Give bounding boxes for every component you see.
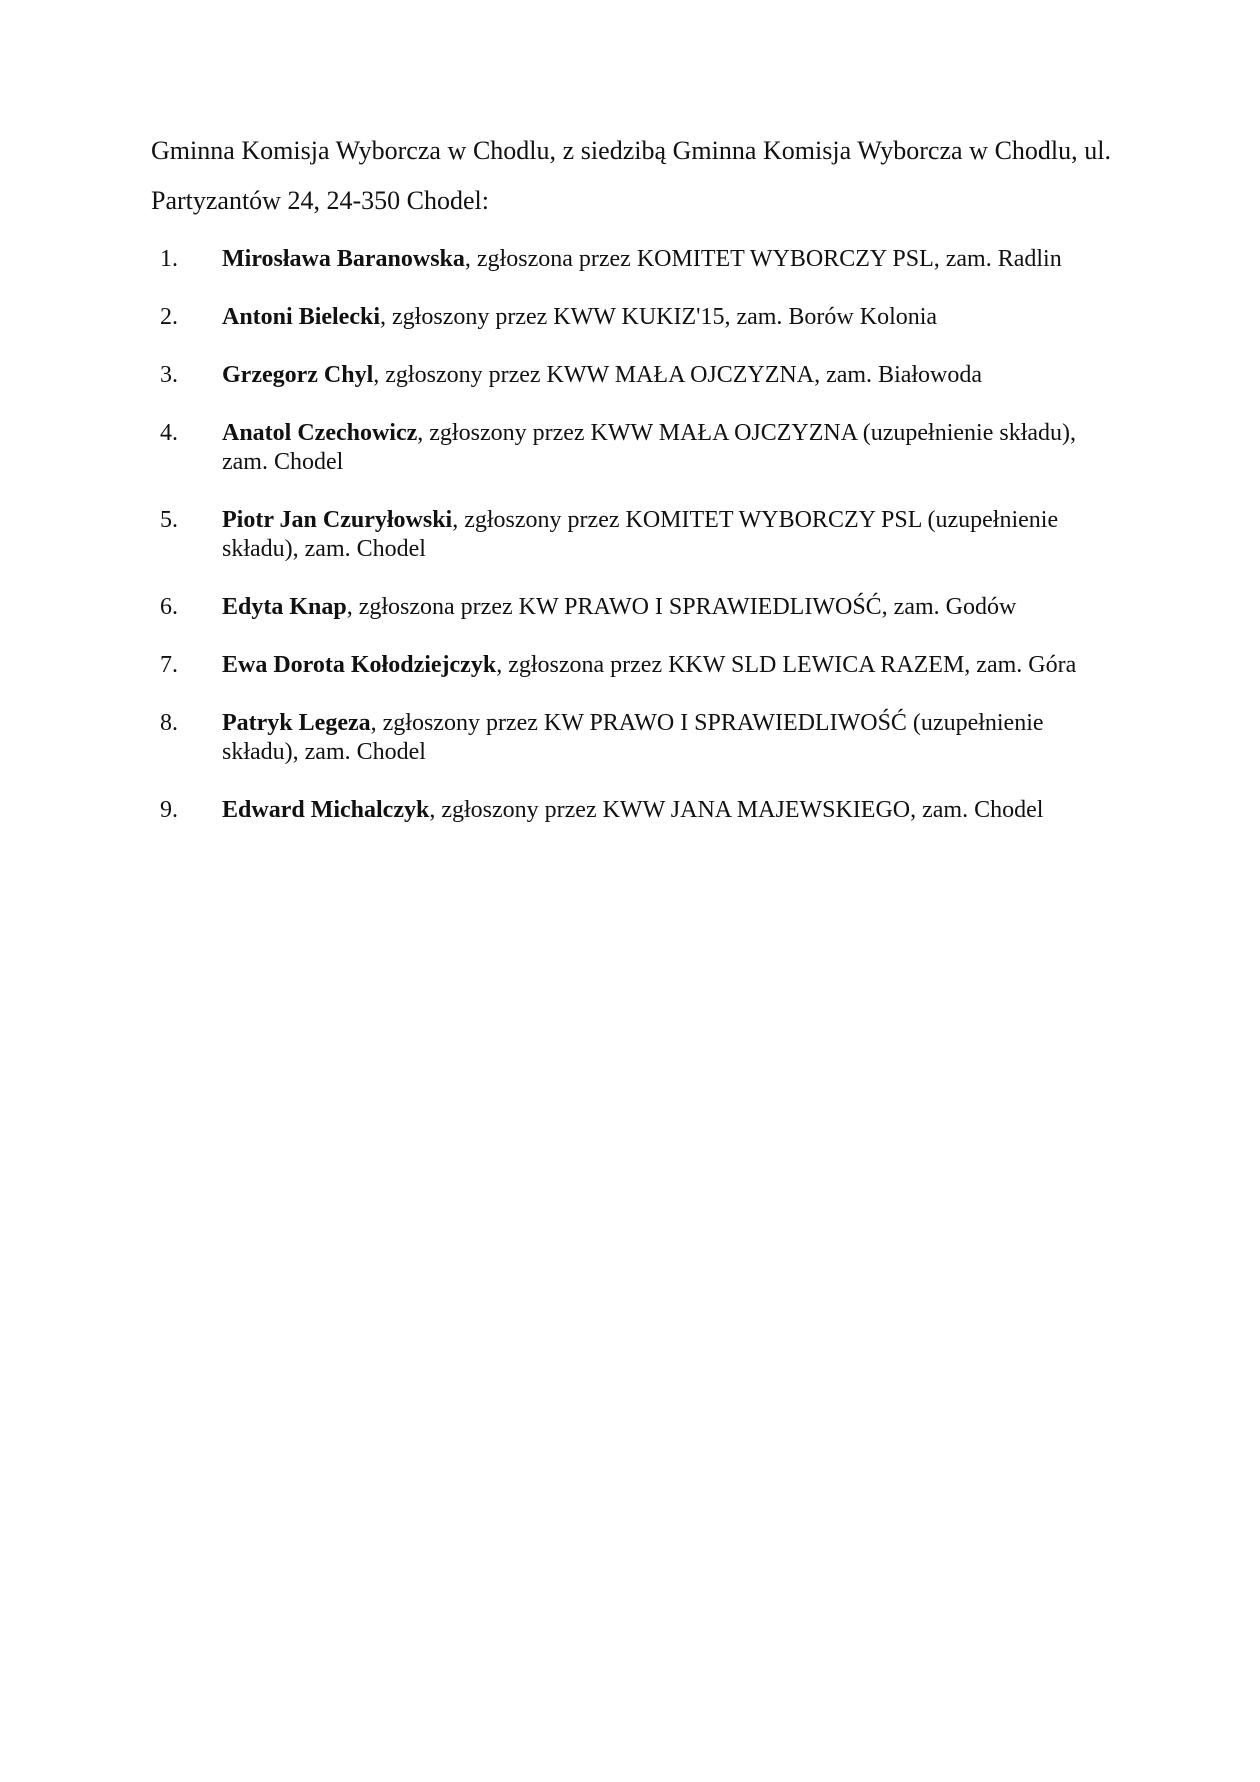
item-number: 1. — [160, 246, 178, 272]
item-text — [222, 419, 1112, 477]
list-item — [0, 651, 1260, 680]
member-details: , zgłoszony przez KWW MAŁA OJCZYZNA (uzupełnienie składu), zam. Chodel — [222, 420, 1077, 475]
item-text — [222, 303, 1112, 332]
member-name: Mirosława Baranowska — [222, 246, 465, 272]
list-item — [0, 361, 1260, 390]
item-text — [222, 245, 1112, 274]
list-item — [0, 593, 1260, 622]
member-name: Patryk Legeza — [222, 710, 371, 736]
list-item — [0, 506, 1260, 564]
item-number: 8. — [160, 710, 178, 736]
item-text — [222, 361, 1112, 390]
member-details: , zgłoszona przez KKW SLD LEWICA RAZEM, zam. Góra — [496, 652, 1077, 678]
member-name: Ewa Dorota Kołodziejczyk — [222, 652, 497, 678]
member-name: Piotr Jan Czuryłowski — [222, 507, 453, 533]
item-text — [222, 709, 1112, 767]
member-name: Edyta Knap — [222, 594, 347, 620]
item-number: 7. — [160, 652, 178, 678]
item-number: 9. — [160, 797, 178, 823]
member-details: , zgłoszona przez KOMITET WYBORCZY PSL, zam. Radlin — [464, 246, 1062, 272]
list-item — [0, 245, 1260, 274]
member-name: Grzegorz Chyl — [222, 362, 374, 388]
item-number: 3. — [160, 362, 178, 388]
member-details: , zgłoszony przez KOMITET WYBORCZY PSL (uzupełnienie składu), zam. Chodel — [222, 507, 1059, 562]
member-details: , zgłoszony przez KWW MAŁA OJCZYZNA, zam. Białowoda — [373, 362, 983, 388]
item-text — [222, 593, 1112, 622]
list-item — [0, 419, 1260, 477]
members-list — [0, 245, 1260, 854]
member-details: , zgłoszony przez KWW JANA MAJEWSKIEGO, zam. Chodel — [429, 797, 1044, 823]
intro-paragraph: Gminna Komisja Wyborcza w Chodlu, z siedzibą Gminna Komisja Wyborcza w Chodlu, ul. Partyzantów 24, 24-350 Chodel: — [151, 136, 1111, 215]
item-number: 4. — [160, 420, 178, 446]
member-name: Anatol Czechowicz — [222, 420, 418, 446]
item-number: 2. — [160, 304, 178, 330]
member-name: Edward Michalczyk — [222, 797, 430, 823]
item-text — [222, 651, 1112, 680]
list-item — [0, 303, 1260, 332]
member-details: , zgłoszona przez KW PRAWO I SPRAWIEDLIWOŚĆ, zam. Godów — [346, 594, 1017, 620]
list-item — [0, 709, 1260, 767]
member-name: Antoni Bielecki — [222, 304, 381, 330]
item-number: 6. — [160, 594, 178, 620]
member-details: , zgłoszony przez KWW KUKIZ'15, zam. Borów Kolonia — [380, 304, 938, 330]
member-details: , zgłoszony przez KW PRAWO I SPRAWIEDLIWOŚĆ (uzupełnienie składu), zam. Chodel — [222, 710, 1044, 765]
item-text — [222, 796, 1112, 825]
item-number: 5. — [160, 507, 178, 533]
list-item — [0, 796, 1260, 825]
item-text — [222, 506, 1112, 564]
